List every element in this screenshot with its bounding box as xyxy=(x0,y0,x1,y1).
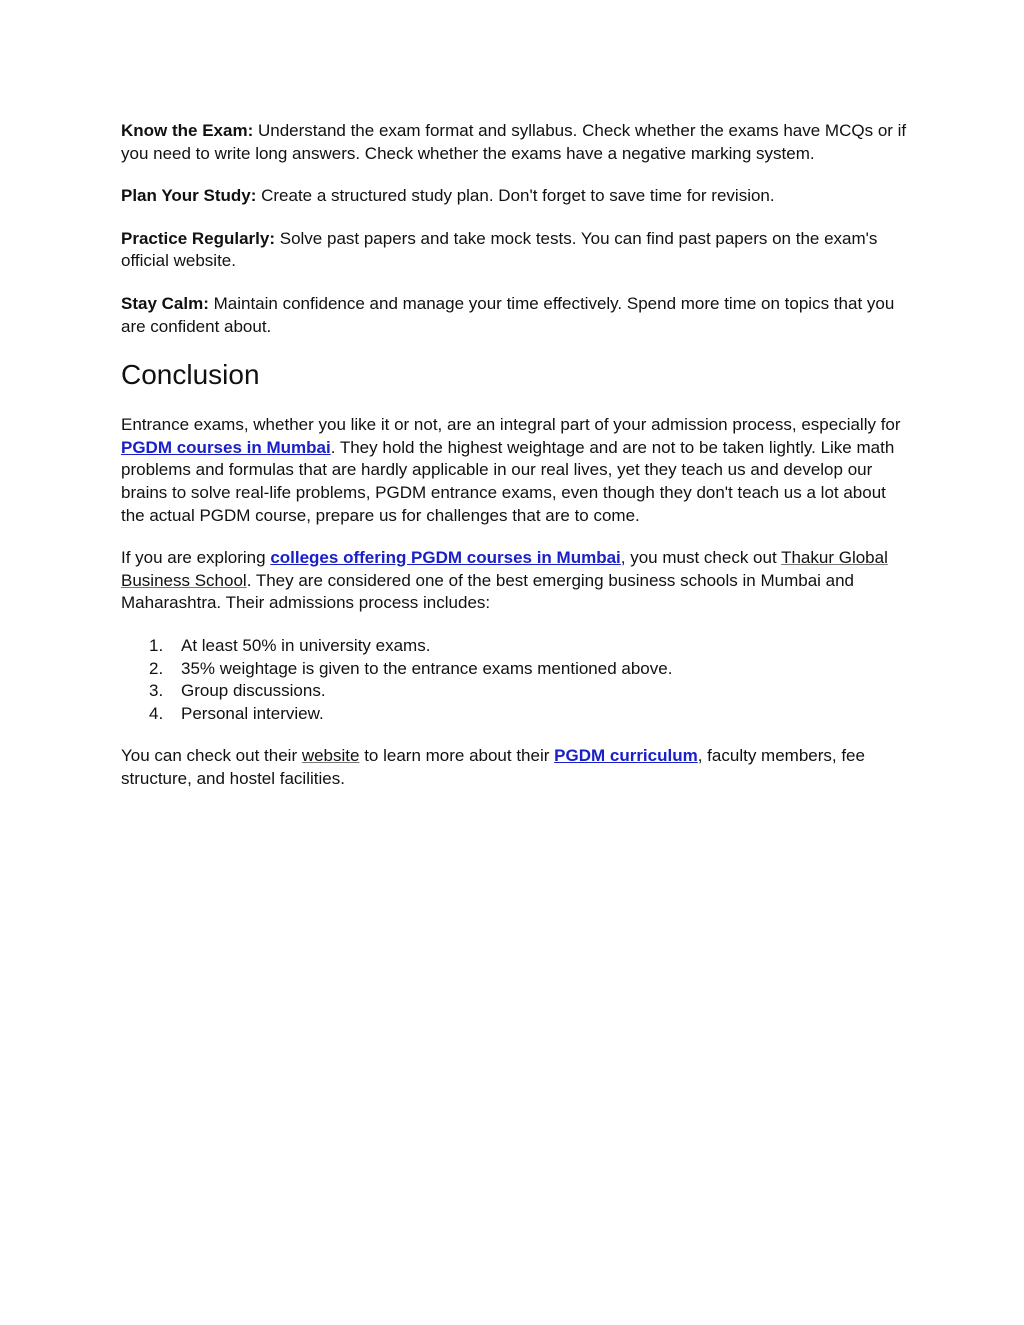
tip-label: Stay Calm: xyxy=(121,293,209,313)
list-item xyxy=(121,703,911,726)
tip-stay-calm xyxy=(121,293,911,338)
tip-label: Practice Regularly: xyxy=(121,228,276,248)
tip-practice-regularly xyxy=(121,228,911,273)
conclusion-paragraph-1 xyxy=(121,414,911,527)
list-item xyxy=(121,635,911,658)
list-item xyxy=(121,658,911,681)
list-number: 4. xyxy=(149,703,164,723)
tip-text: Maintain confidence and manage your time effectively. Spend more time on topics that you are confident about. xyxy=(121,293,895,336)
list-item-text: Group discussions. xyxy=(181,681,326,701)
document-page xyxy=(121,120,911,810)
pgdm-courses-mumbai-link[interactable]: PGDM courses in Mumbai xyxy=(121,437,331,457)
website-link[interactable]: website xyxy=(301,746,360,766)
admissions-process-list xyxy=(121,635,911,725)
paragraph-text: to learn more about their xyxy=(359,746,555,766)
paragraph-text: , you must check out xyxy=(620,548,782,568)
list-number: 2. xyxy=(149,658,164,678)
section-heading-conclusion: Conclusion xyxy=(121,359,260,391)
paragraph-text: , faculty members, fee structure, and hostel facilities. xyxy=(121,746,865,788)
tip-text: Create a structured study plan. Don't forget to save time for revision. xyxy=(256,186,775,206)
pgdm-curriculum-link[interactable]: PGDM curriculum xyxy=(554,746,698,766)
paragraph-text: Entrance exams, whether you like it or not, are an integral part of your admission process, especially for xyxy=(121,415,901,435)
tip-text: Solve past papers and take mock tests. You can find past papers on the exam's official website. xyxy=(121,228,878,271)
conclusion-paragraph-2 xyxy=(121,547,911,615)
paragraph-text: . They are considered one of the best emerging business schools in Mumbai and Maharashtra. Their admissions process includes: xyxy=(121,570,855,613)
list-number: 1. xyxy=(149,635,164,655)
conclusion-paragraph-3 xyxy=(121,745,911,790)
paragraph-text: . They hold the highest weightage and are not to be taken lightly. Like math problems and formulas that are hardly applicable in our real lives, yet they teach us and develop our brains to solve real-life problems, PGDM entrance exams, even though they don't teach us a lot about the actual PGDM course, prepare us for challenges that are to come. xyxy=(121,437,895,525)
tip-plan-your-study xyxy=(121,185,911,208)
colleges-offering-pgdm-link[interactable]: colleges offering PGDM courses in Mumbai xyxy=(270,548,621,568)
paragraph-text: You can check out their xyxy=(121,746,302,766)
list-item-text: Personal interview. xyxy=(181,703,324,723)
list-item xyxy=(121,680,911,703)
thakur-global-business-school-link[interactable]: Thakur Global Business School xyxy=(121,548,888,590)
list-number: 3. xyxy=(149,681,164,701)
tip-label: Plan Your Study: xyxy=(121,186,257,206)
list-item-text: 35% weightage is given to the entrance exams mentioned above. xyxy=(181,658,673,678)
paragraph-text: If you are exploring xyxy=(121,548,271,568)
tip-text: Understand the exam format and syllabus. Check whether the exams have MCQs or if you need to write long answers. Check whether the exams have a negative marking system. xyxy=(121,121,907,163)
tip-label: Know the Exam: xyxy=(121,121,254,140)
list-item-text: At least 50% in university exams. xyxy=(181,635,431,655)
tip-know-the-exam xyxy=(121,120,911,165)
